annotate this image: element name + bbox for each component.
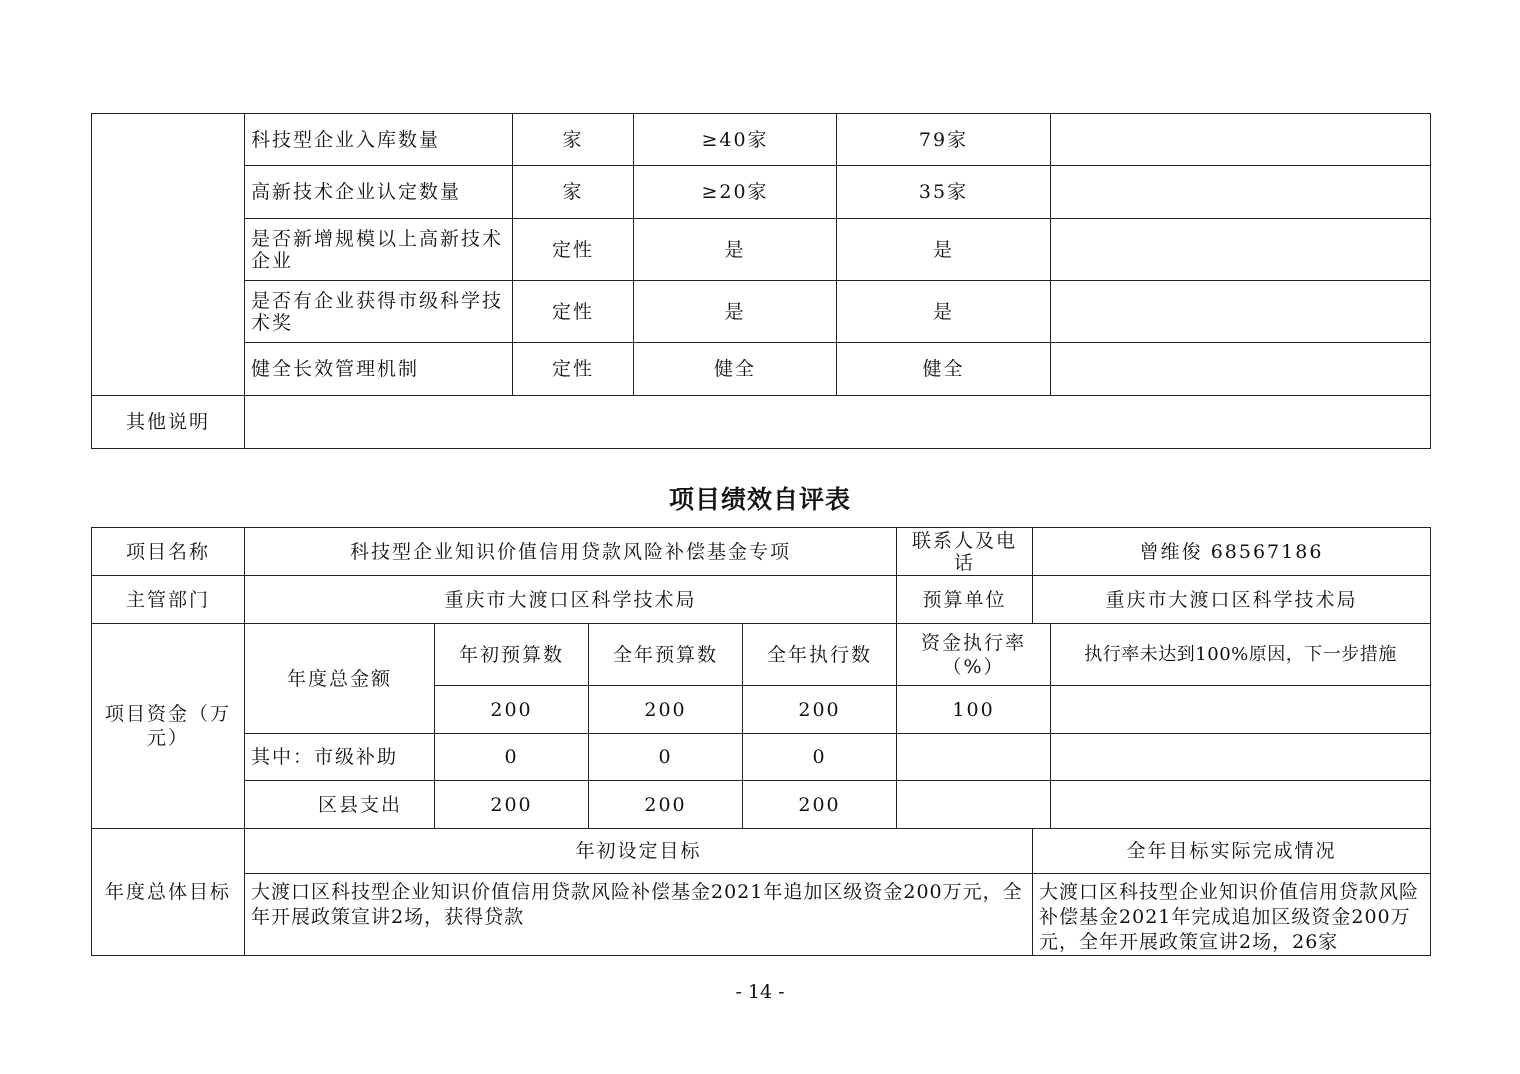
goal-actual-header: 全年目标实际完成情况 bbox=[1033, 829, 1431, 874]
indicator-unit: 定性 bbox=[513, 343, 634, 396]
table-row bbox=[92, 343, 1431, 396]
budget-unit-value: 重庆市大渡口区科学技术局 bbox=[1033, 576, 1431, 624]
performance-table bbox=[91, 527, 1431, 956]
indicator-target: 是 bbox=[634, 281, 837, 343]
indicator-target: 是 bbox=[634, 219, 837, 281]
col-executed: 全年执行数 bbox=[743, 624, 897, 686]
dept-label: 主管部门 bbox=[92, 576, 245, 624]
table-row bbox=[92, 528, 1431, 576]
city-executed: 0 bbox=[743, 734, 897, 781]
other-value bbox=[245, 396, 1431, 449]
indicator-name: 科技型企业入库数量 bbox=[245, 114, 513, 166]
total-initial: 200 bbox=[435, 686, 589, 734]
indicator-name: 健全长效管理机制 bbox=[245, 343, 513, 396]
table-row bbox=[92, 874, 1431, 956]
table-row bbox=[92, 396, 1431, 449]
total-reason bbox=[1051, 686, 1431, 734]
indicator-note bbox=[1051, 343, 1431, 396]
other-label: 其他说明 bbox=[92, 396, 245, 449]
indicator-unit: 定性 bbox=[513, 281, 634, 343]
table-row bbox=[92, 166, 1431, 219]
goal-set-text: 大渡口区科技型企业知识价值信用贷款风险补偿基金2021年追加区级资金200万元，全年开展政策宣讲2场，获得贷款 bbox=[245, 874, 1033, 956]
goal-set-header: 年初设定目标 bbox=[245, 829, 1033, 874]
table-row bbox=[92, 829, 1431, 874]
contact-value: 曾维俊 68567186 bbox=[1033, 528, 1431, 576]
table-row bbox=[92, 114, 1431, 166]
indicator-note bbox=[1051, 219, 1431, 281]
indicator-actual: 是 bbox=[837, 219, 1051, 281]
page-number: - 14 - bbox=[735, 981, 785, 1003]
indicator-actual: 35家 bbox=[837, 166, 1051, 219]
county-rate bbox=[897, 781, 1051, 829]
county-reason bbox=[1051, 781, 1431, 829]
indicator-target: 健全 bbox=[634, 343, 837, 396]
table-row bbox=[92, 624, 1431, 686]
funds-label: 项目资金（万元） bbox=[92, 624, 245, 829]
contact-label: 联系人及电话 bbox=[897, 528, 1033, 576]
indicator-unit: 定性 bbox=[513, 219, 634, 281]
indicator-actual: 79家 bbox=[837, 114, 1051, 166]
annual-total-label: 年度总金额 bbox=[245, 624, 435, 734]
county-full-budget: 200 bbox=[589, 781, 743, 829]
indicator-unit: 家 bbox=[513, 166, 634, 219]
project-name-label: 项目名称 bbox=[92, 528, 245, 576]
indicator-note bbox=[1051, 281, 1431, 343]
city-label: 其中：市级补助 bbox=[245, 734, 435, 781]
table-row bbox=[92, 734, 1431, 781]
col-reason: 执行率未达到100%原因，下一步措施 bbox=[1051, 624, 1431, 686]
indicator-actual: 健全 bbox=[837, 343, 1051, 396]
city-initial: 0 bbox=[435, 734, 589, 781]
category-cell bbox=[92, 114, 245, 396]
indicator-name: 是否有企业获得市级科学技术奖 bbox=[245, 281, 513, 343]
project-name: 科技型企业知识价值信用贷款风险补偿基金专项 bbox=[245, 528, 897, 576]
goal-actual-text: 大渡口区科技型企业知识价值信用贷款风险补偿基金2021年完成追加区级资金200万元，全年开展政策宣讲2场，26家 bbox=[1033, 874, 1431, 956]
budget-unit-label: 预算单位 bbox=[897, 576, 1033, 624]
indicator-target: ≥20家 bbox=[634, 166, 837, 219]
indicator-name: 高新技术企业认定数量 bbox=[245, 166, 513, 219]
col-initial: 年初预算数 bbox=[435, 624, 589, 686]
indicator-table bbox=[91, 113, 1431, 449]
table-row bbox=[92, 576, 1431, 624]
county-label: 区县支出 bbox=[245, 781, 435, 829]
total-rate: 100 bbox=[897, 686, 1051, 734]
total-full-budget: 200 bbox=[589, 686, 743, 734]
page-title: 项目绩效自评表 bbox=[668, 485, 851, 514]
total-executed: 200 bbox=[743, 686, 897, 734]
indicator-note bbox=[1051, 166, 1431, 219]
indicator-target: ≥40家 bbox=[634, 114, 837, 166]
county-initial: 200 bbox=[435, 781, 589, 829]
indicator-unit: 家 bbox=[513, 114, 634, 166]
dept-value: 重庆市大渡口区科学技术局 bbox=[245, 576, 897, 624]
indicator-name: 是否新增规模以上高新技术企业 bbox=[245, 219, 513, 281]
goal-label: 年度总体目标 bbox=[92, 829, 245, 956]
table-row bbox=[92, 281, 1431, 343]
county-executed: 200 bbox=[743, 781, 897, 829]
table-row bbox=[92, 781, 1431, 829]
col-full-budget: 全年预算数 bbox=[589, 624, 743, 686]
indicator-note bbox=[1051, 114, 1431, 166]
indicator-actual: 是 bbox=[837, 281, 1051, 343]
city-reason bbox=[1051, 734, 1431, 781]
col-rate: 资金执行率（%） bbox=[897, 624, 1051, 686]
table-row bbox=[92, 219, 1431, 281]
city-full-budget: 0 bbox=[589, 734, 743, 781]
city-rate bbox=[897, 734, 1051, 781]
